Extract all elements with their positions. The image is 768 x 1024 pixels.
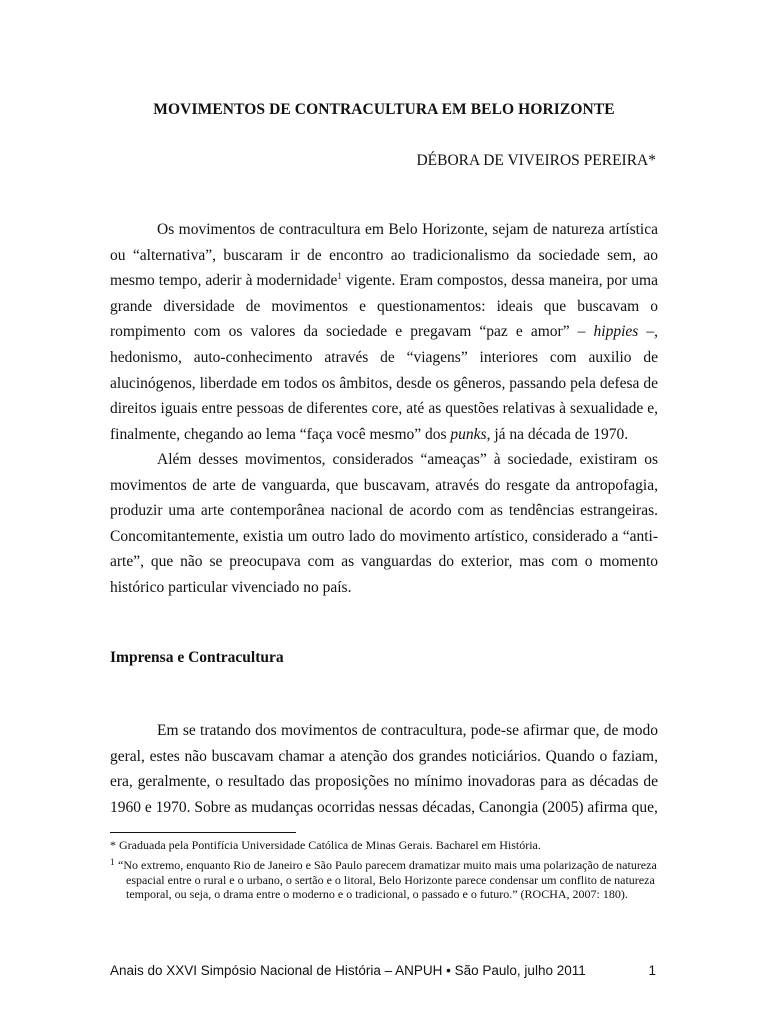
section-heading: Imprensa e Contracultura xyxy=(110,649,284,666)
footer-proceedings: Anais do XXVI Simpósio Nacional de História – ANPUH • São Paulo, julho 2011 xyxy=(110,963,586,978)
author-name: DÉBORA DE VIVEIROS PEREIRA* xyxy=(416,152,656,169)
footnote-1-text: “No extremo, enquanto Rio de Janeiro e São Paulo parecem dramatizar muito mais uma polarização de natureza espacial entre o rural e o urbano, o sertão e o litoral, Belo Horizonte parece condensar um conflito de natureza temporal, ou seja, o drama entre o moderno e o tradicional, o passado e o futuro.” (ROCHA, 2007: 180). xyxy=(118,858,657,901)
paragraph-intro-part-d: , já na década de 1970. xyxy=(486,425,629,443)
footnote-1 xyxy=(110,858,658,902)
paragraph-vanguard-text: Além desses movimentos, considerados “ameaças” à sociedade, existiram os movimentos de arte de vanguarda, que buscavam, através do resgate da antropofagia, produzir uma arte contemporânea nacional de acordo com as tendências estrangeiras. Concomitantemente, existia um outro lado do movimento artístico, considerado a “anti-arte”, que não se preocupava com as vanguardas do exterior, mas com o momento histórico particular vivenciado no país. xyxy=(110,451,658,596)
term-hippies: hippies xyxy=(593,323,639,341)
footnote-1-number: 1 xyxy=(110,857,115,867)
paragraph-vanguard xyxy=(110,447,658,601)
document-title: MOVIMENTOS DE CONTRACULTURA EM BELO HORIZONTE xyxy=(153,101,615,118)
paragraph-intro-part-b: vigente. Eram compostos, dessa maneira, por uma grande diversidade de movimentos e questionamentos: ideais que buscavam o rompimento com os valores da sociedade e pregavam “paz e amor” – xyxy=(110,272,658,341)
paragraph-press-text: Em se tratando dos movimentos de contracultura, pode-se afirmar que, de modo geral, estes não buscavam chamar a atenção dos grandes noticiários. Quando o faziam, era, geralmente, o resultado das proposições no mínimo inovadoras para as décadas de 1960 e 1970. Sobre as mudanças ocorridas nessas décadas, Canongia (2005) afirma que, xyxy=(110,722,658,816)
paragraph-press xyxy=(110,718,658,820)
paragraph-intro-part-a: Os movimentos de contracultura em Belo Horizonte, sejam de natureza artística ou “alternativa”, buscaram ir de encontro ao tradicionalismo da sociedade sem, ao mesmo tempo, aderir à modernidade xyxy=(110,221,658,290)
footnote-author: * Graduada pela Pontifícia Universidade Católica de Minas Gerais. Bacharel em História. xyxy=(110,838,541,852)
page-number: 1 xyxy=(648,963,656,978)
term-punks: punks xyxy=(450,425,487,443)
paragraph-intro xyxy=(110,217,658,447)
footnote-ref-1: 1 xyxy=(337,271,342,282)
footnote-divider xyxy=(110,832,296,833)
paragraph-intro-part-c: –, hedonismo, auto-conhecimento através de “viagens” interiores com auxilio de alucinógenos, liberdade em todos os âmbitos, desde os gêneros, passando pela defesa de direitos iguais entre pessoas de diferentes core, até as questões relativas à sexualidade e, finalmente, chegando ao lema “faça você mesmo” dos xyxy=(110,323,659,443)
